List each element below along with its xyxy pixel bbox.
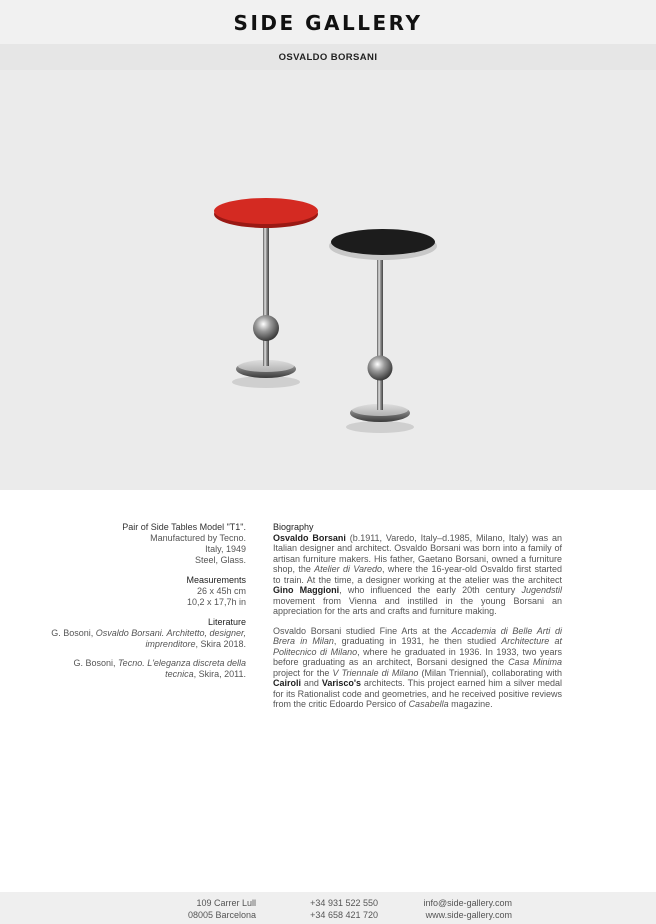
bio-text: , who influenced the early 20th century	[339, 585, 522, 595]
artist-bar	[0, 44, 656, 70]
footer-contact	[400, 897, 512, 921]
side-tables-image	[0, 70, 656, 490]
product-details	[50, 522, 246, 680]
bio-text: (b.1911, Varedo, Italy–d.1985, Milano, Italy) was an Italian designer and architect. Osvaldo Borsani was born into a family of artisan furniture makers. His father, Gaetano Borsani, owned a furniture shop, the	[273, 532, 562, 574]
bio-text: , where the 16-year-old Osvaldo first started to train. At the time, a designer working at the atelier was the architect	[273, 564, 562, 585]
header-bar	[0, 0, 656, 44]
measurements-heading: Measurements	[186, 575, 246, 585]
table-left	[214, 198, 318, 388]
product-title: Pair of Side Tables Model "T1".	[122, 522, 246, 532]
materials: Steel, Glass.	[194, 555, 246, 565]
lit-author: G. Bosoni,	[51, 628, 96, 638]
bio-emphasis: Osvaldo Borsani	[273, 532, 346, 543]
lit-title: Osvaldo Borsani. Architetto, designer, imprenditore	[95, 628, 246, 649]
measurements-in: 10,2 x 17,7h in	[186, 597, 246, 607]
bio-text: magazine.	[448, 699, 493, 709]
literature-heading: Literature	[207, 617, 246, 627]
gallery-logo[interactable]: SIDE GALLERY	[233, 11, 423, 35]
bio-text: architects. This project earned him a silver medal for its Rationalist code and geometries, and he received positive reviews from the critic Edoardo Persico of	[273, 678, 562, 709]
bio-text: , graduating in 1931, he then studied	[333, 636, 502, 646]
lit-author: G. Bosoni,	[73, 658, 119, 668]
bio-text: project for the	[273, 667, 333, 678]
product-photo	[0, 70, 656, 490]
bio-italic: V Triennale di Milano	[332, 667, 419, 678]
bio-italic: Casabella	[408, 699, 449, 709]
website-link[interactable]: www.side-gallery.com	[425, 910, 512, 920]
biography	[273, 522, 562, 719]
bio-emphasis: Gino Maggioni	[273, 585, 340, 595]
phone-link[interactable]: +34 658 421 720	[310, 910, 378, 920]
bio-text: and	[301, 678, 322, 688]
address-line: 109 Carrer Lull	[196, 898, 256, 908]
bio-emphasis: Cairoli	[273, 678, 302, 688]
literature-item	[50, 658, 246, 680]
bio-text: Osvaldo Borsani studied Fine Arts at the	[273, 625, 452, 636]
bio-text: , where he graduated in 1936. In 1933, two years before graduating as an architect, Borsani designed the	[273, 646, 562, 667]
lit-title: Tecno. L'eleganza discreta della tecnica	[118, 658, 246, 679]
biography-paragraph	[273, 533, 562, 617]
footer-phones	[280, 897, 378, 921]
footer-address	[150, 897, 256, 921]
table-right	[329, 229, 437, 433]
email-link[interactable]: info@side-gallery.com	[423, 898, 512, 908]
bio-italic: Jugendstil	[521, 585, 562, 595]
bio-italic: Architecture at Politecnico di Milano	[273, 636, 562, 657]
lit-publisher: , Skira, 2011.	[193, 669, 246, 679]
origin: Italy, 1949	[205, 544, 246, 554]
measurements-cm: 26 x 45h cm	[196, 586, 246, 596]
bio-italic: Atelier di Varedo	[314, 564, 383, 574]
bio-italic: Accademia di Belle Arti di Brera in Milan	[273, 625, 562, 646]
lit-publisher: , Skira 2018.	[195, 639, 246, 649]
bio-text: (Milan Triennial), collaborating with	[418, 667, 563, 678]
biography-paragraph	[273, 626, 562, 710]
bio-text: movement from Vienna and instilled in the young Borsani an appreciation for the arts and crafts and furniture making.	[273, 595, 562, 616]
address-line: 08005 Barcelona	[187, 910, 256, 920]
literature-item	[50, 628, 246, 650]
bio-emphasis: Varisco's	[321, 678, 361, 688]
biography-heading: Biography	[273, 522, 314, 532]
footer	[0, 892, 656, 924]
manufacturer: Manufactured by Tecno.	[150, 533, 246, 543]
bio-italic: Casa Minima	[508, 657, 563, 667]
phone-link[interactable]: +34 931 522 550	[310, 898, 378, 908]
artist-name: OSVALDO BORSANI	[278, 52, 378, 63]
